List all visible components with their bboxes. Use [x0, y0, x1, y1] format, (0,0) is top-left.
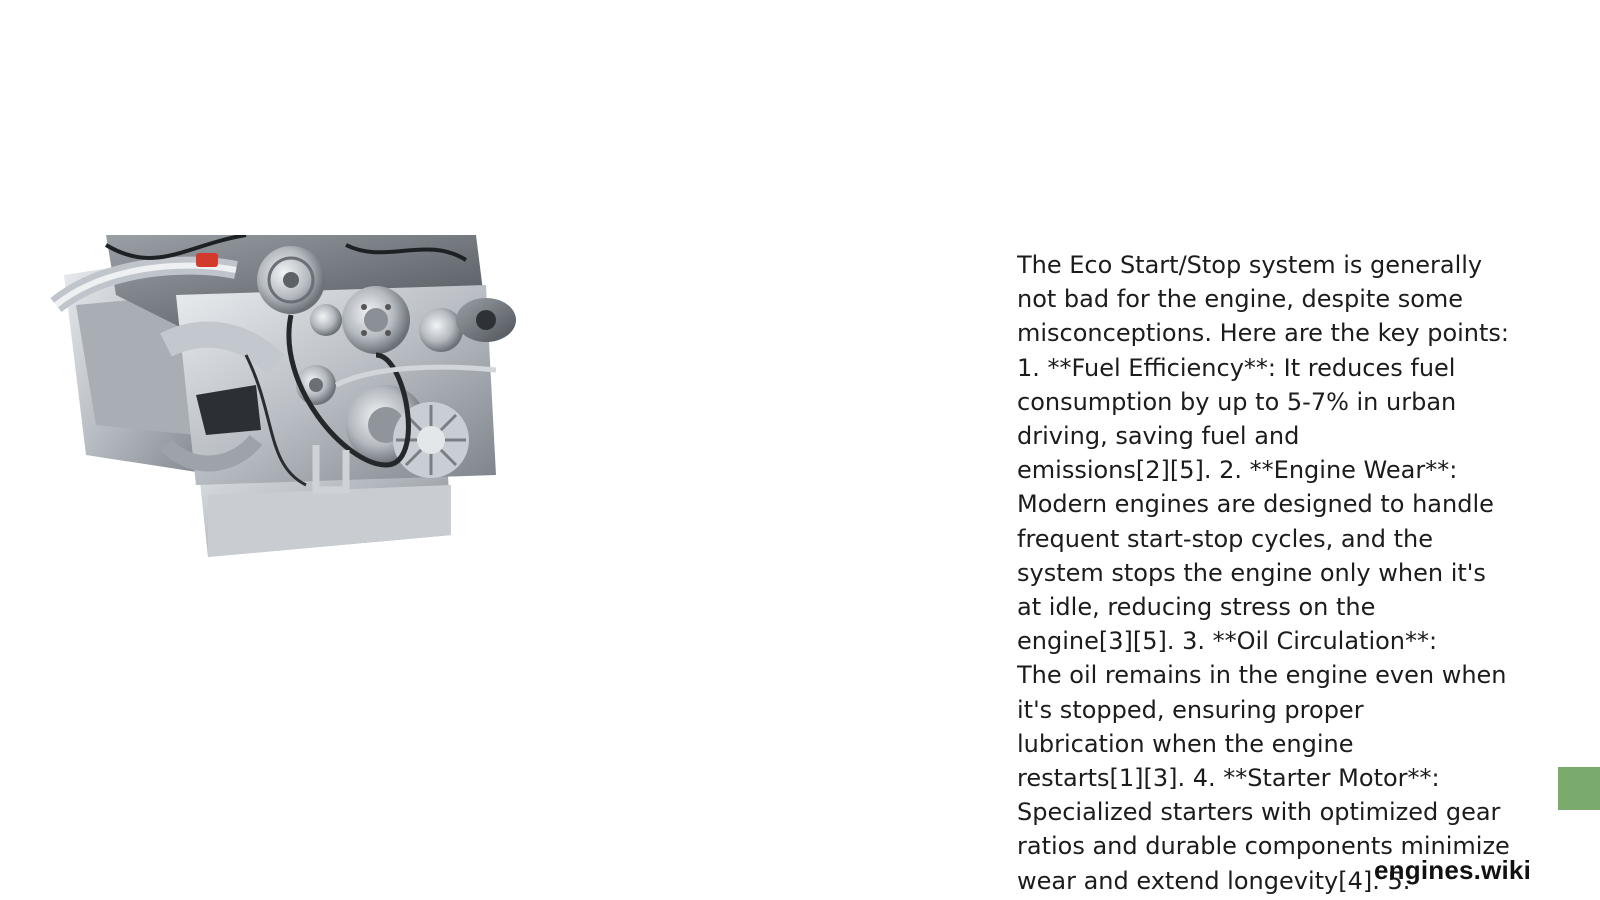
article-line: system stops the engine only when it's: [1017, 558, 1486, 587]
article-line: ratios and durable components minimize: [1017, 832, 1510, 861]
article-line: at idle, reducing stress on the: [1017, 593, 1376, 622]
article-line: emissions[2][5]. 2. **Engine Wear**:: [1017, 456, 1458, 485]
article-line: The Eco Start/Stop system is generally: [1017, 251, 1483, 279]
site-brand: engines.wiki: [1374, 855, 1532, 885]
article-line: Specialized starters with optimized gear: [1017, 798, 1501, 827]
article-line: consumption by up to 5-7% in urban: [1017, 387, 1457, 416]
article-line: lubrication when the engine: [1017, 729, 1354, 758]
article-line: frequent start-stop cycles, and the: [1017, 524, 1433, 553]
engine-icon: [46, 235, 524, 557]
article-line: restarts[1][3]. 4. **Starter Motor**:: [1017, 764, 1440, 793]
article-line: not bad for the engine, despite some: [1017, 285, 1464, 314]
article-line: driving, saving fuel and: [1017, 422, 1300, 451]
accent-tab: [1558, 767, 1600, 810]
article-line: 1. **Fuel Efficiency**: It reduces fuel: [1017, 353, 1456, 382]
engine-image: [46, 235, 524, 557]
article-line: The oil remains in the engine even when: [1017, 661, 1507, 690]
article-line: Modern engines are designed to handle: [1017, 490, 1494, 519]
article-line: engine[3][5]. 3. **Oil Circulation**:: [1017, 627, 1438, 656]
article-text: [1017, 248, 1537, 900]
article-line: wear and extend longevity[4]. 5.: [1017, 866, 1411, 895]
article-line: misconceptions. Here are the key points:: [1017, 319, 1510, 348]
article-line: it's stopped, ensuring proper: [1017, 695, 1364, 724]
